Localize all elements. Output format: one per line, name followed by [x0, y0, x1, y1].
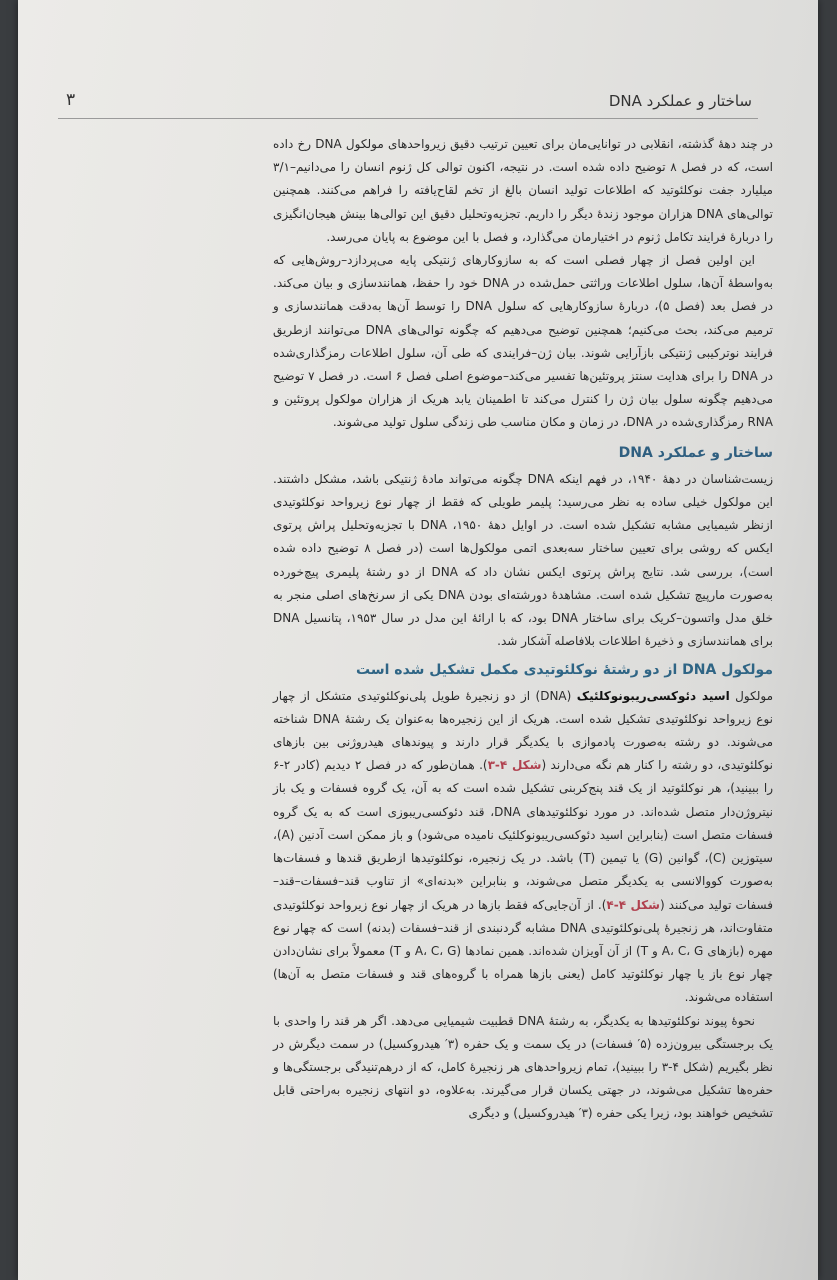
p4-text-d: ). از آن‌جایی‌که فقط بازها در هریک از چهار نوع زیرواحد نوکلئوتیدی متفاوت‌اند، هر زنجیرۀ پلی‌نوکلئوتیدی DNA مشابه گردنبندی از قند–فسفات (بدنه) است که چهار نوع مهره (بازهای A، C، G و T) از آن آویزان شده‌اند. همین نمادها (A، C، G و T) معمولاً برای نشان‌دادن چهار نوع باز یا چهار نوکلئوتید کامل (یعنی بازها همراه با گروه‌های قند و فسفات متصل به آن‌ها) استفاده می‌شوند. [273, 897, 774, 1005]
section-heading: ساختار و عملکرد DNA [618, 444, 773, 461]
p4-text-a: مولکول [729, 688, 774, 703]
paragraph-1: در چند دهۀ گذشته، انقلابی در توانایی‌مان برای تعیین ترتیب دقیق زیرواحدهای مولکول DNA رخ داده است، که در فصل ۸ توضیح داده شده است. در نتیجه، اکنون توالی کل ژنوم انسان را می‌دانیم–۳/۱ میلیارد جفت نوکلئوتید که اطلاعات تولید انسان بالغ از تخم لقاح‌یافته را فراهم می‌کنند. همچنین توالی‌های DNA هزاران موجود زندۀ دیگر را داریم. تجزیه‌وتحلیل دقیق این توالی‌ها بینش هیجان‌انگیزی را دربارۀ فرایند تکامل ژنوم در اختیارمان می‌گذارد، و فصل با این موضوع به پایان می‌رسد. [273, 137, 773, 244]
figure-ref-4-3: شکل ۴-۳ [487, 758, 542, 773]
paragraph-4 [273, 685, 773, 1010]
p4-text-b: (DNA) از دو زنجیرۀ طویل پلی‌نوکلئوتیدی متشکل از چهار نوع زیرواحد نوکلئوتیدی تشکیل شده است. هریک از این زنجیره‌ها به‌عنوان یک رشتۀ DNA شناخته می‌شوند. دو رشته به‌صورت پادموازی با یکدیگر قرار دارند و پیوندهای هیدروژنی بین بازهای نوکلئوتیدی، دو رشته را کنار هم نگه می‌دارند ( [273, 688, 774, 773]
page-header [58, 88, 758, 119]
figure-ref-4-4: شکل ۴-۴ [606, 897, 660, 912]
page-number: ۳ [66, 90, 76, 110]
book-page [18, 0, 818, 1280]
page-body [273, 133, 773, 1126]
paragraph-2: این اولین فصل از چهار فصلی است که به سازوکارهای ژنتیکی پایه می‌پردازد–روش‌هایی که به‌واسطۀ آن‌ها، سلول اطلاعات وراثتی حمل‌شده در DNA خود را حفظ، همانندسازی و بیان می‌کند. در فصل بعد (فصل ۵)، دربارۀ سازوکارهایی که سلول DNA را توسط آن‌ها به‌دقت همانندسازی و ترمیم می‌کند، بحث می‌کنیم؛ همچنین توضیح می‌دهیم که چگونه توالی‌های DNA می‌توانند ازطریق فرایند نوترکیبی ژنتیکی بازآرایی شوند. بیان ژن–فرایندی که طی آن، سلول اطلاعات رمزگذاری‌شده در DNA را برای هدایت سنتز پروتئین‌ها تفسیر می‌کند–موضوع اصلی فصل ۶ است. در فصل ۷ توضیح می‌دهیم چگونه سلول بیان ژن را کنترل می‌کند تا اطمینان یابد هریک از هزاران مولکول پروتئین و RNA رمزگذاری‌شده در DNA، در زمان و مکان مناسب طی زندگی سلول تولید می‌شوند. [273, 253, 773, 430]
subsection-heading: مولکول DNA از دو رشتۀ نوکلئوتیدی مکمل تشکیل شده است [356, 662, 773, 679]
p4-text-c: ). همان‌طور که در فصل ۲ دیدیم (کادر ۲-۶ را ببینید)، هر نوکلئوتید از یک قند پنج‌کربنی تشکیل شده است که به آن، یک گروه فسفات و یک باز نیتروژن‌دار متصل شده‌اند. در مورد نوکلئوتیدهای DNA، قند دئوکسی‌ریبوزی است که به یک گروه فسفات متصل است (بنابراین اسید دئوکسی‌ریبونوکلئیک نامیده می‌شود) و باز ممکن است آدنین (A)، سیتوزین (C)، گوانین (G) یا تیمین (T) باشد. در یک زنجیره، نوکلئوتیدها ازطریق قندها و فسفات‌ها به‌صورت کووالانسی به یکدیگر متصل می‌شوند، و بنابراین «بدنه‌ای» از تناوب قند–فسفات–قند–فسفات تولید می‌کنند ( [273, 758, 773, 912]
running-title: ساختار و عملکرد DNA [608, 92, 752, 110]
key-term: اسید دئوکسی‌ریبونوکلئیک [576, 688, 730, 703]
paragraph-5: نحوۀ پیوند نوکلئوتیدها به یکدیگر، به رشتۀ DNA قطبیت شیمیایی می‌دهد. اگر هر قند را واحدی با یک برجستگی بیرون‌زده (۵′ فسفات) در یک سمت و یک حفره (۳′ هیدروکسیل) در سمت دیگرش در نظر بگیریم (شکل ۴-۳ را ببینید)، تمام زیرواحدهای هر زنجیرۀ کامل، که از درهم‌تنیدگی برجستگی‌ها و حفره‌ها تشکیل می‌شوند، در جهتی یکسان قرار می‌گیرند. به‌علاوه، دو انتهای زنجیره به‌راحتی قابل تشخیص خواهند بود، زیرا یکی حفره (۳′ هیدروکسیل) و دیگری [273, 1013, 774, 1121]
paragraph-3: زیست‌شناسان در دهۀ ۱۹۴۰، در فهم اینکه DNA چگونه می‌تواند مادۀ ژنتیکی باشد، مشکل داشتند. این مولکول خیلی ساده به نظر می‌رسید: پلیمر طویلی که فقط از چهار نوع زیرواحد نوکلئوتیدی ازنظر شیمیایی مشابه تشکیل شده است. در اوایل دهۀ ۱۹۵۰، DNA با تجزیه‌وتحلیل پراش پرتوی ایکس که روشی برای تعیین ساختار سه‌بعدی اتمی مولکول‌ها است (در فصل ۸ توضیح داده شده است)، بررسی شد. نتایج پراش پرتوی ایکس نشان داد که DNA از دو رشتۀ پلیمری پیچ‌خورده به‌صورت مارپیچ تشکیل شده است. مشاهدۀ دورشته‌ای بودن DNA یکی از سرنخ‌های اصلی منجر به خلق مدل واتسون–کریک برای ساختار DNA بود، که با ارائۀ این مدل در سال ۱۹۵۳، پتانسیل DNA برای همانندسازی و ذخیرۀ اطلاعات بلافاصله آشکار شد. [273, 471, 774, 649]
